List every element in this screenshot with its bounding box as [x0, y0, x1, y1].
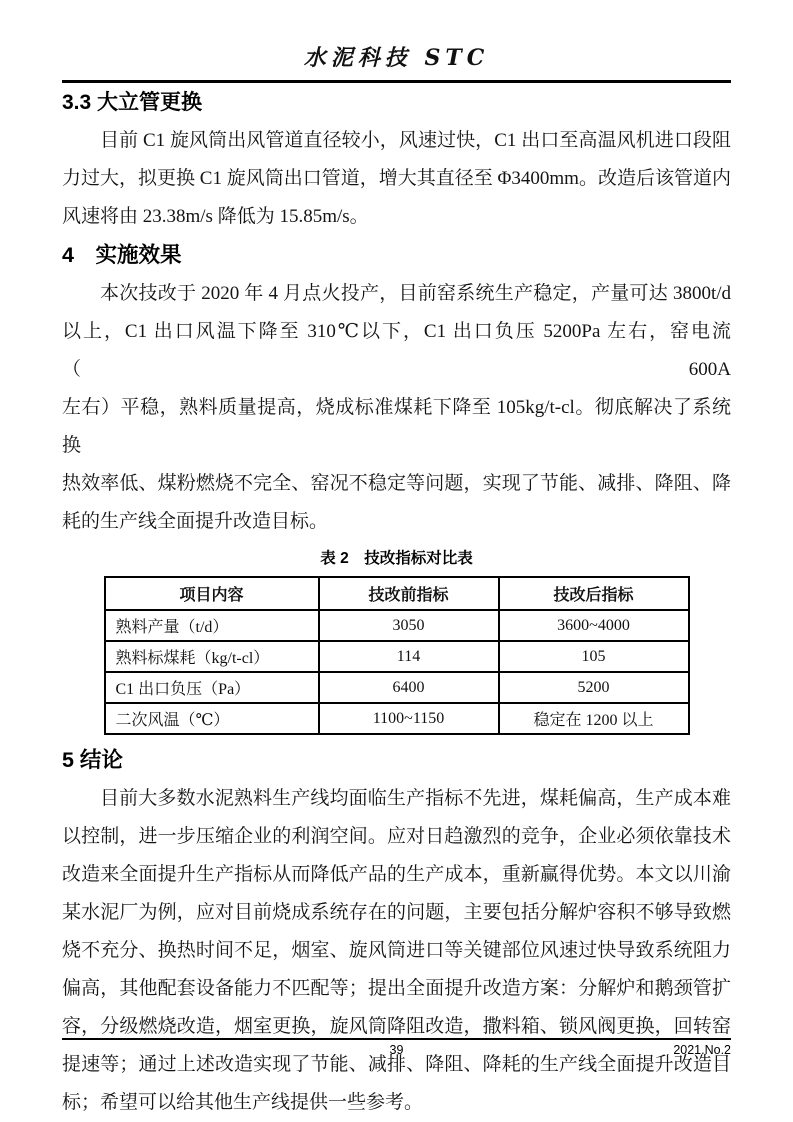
table-row: [105, 641, 689, 672]
section-3-3-heading: 3.3 大立管更换: [62, 91, 203, 114]
text-line: 容，分级燃烧改造，烟室更换，旋风筒降阻改造，撒料箱、锁风阀更换，回转窑: [62, 1016, 731, 1037]
journal-title: 水泥科技 STC: [303, 45, 490, 71]
footer: [62, 1038, 731, 1057]
text-line: 目前 C1 旋风筒出风管道直径较小，风速过快，C1 出口至高温风机进口段阻: [100, 130, 731, 151]
table-caption: 表 2 技改指标对比表: [320, 550, 473, 567]
section-5-paragraph: [62, 780, 731, 1122]
header-rule: [62, 80, 731, 83]
table-cell: 1100~1150: [319, 703, 499, 734]
table-row: [105, 610, 689, 641]
comparison-table: [104, 576, 690, 735]
table-row: [105, 672, 689, 703]
journal-header: [62, 44, 731, 72]
table-row: [105, 703, 689, 734]
table-cell: C1 出口负压（Pa）: [105, 672, 319, 703]
table-cell: 熟料产量（t/d）: [105, 610, 319, 641]
issue-number: 2021.No.2: [673, 1043, 731, 1057]
page-number: 39: [389, 1043, 404, 1057]
table-cell: 114: [319, 641, 499, 672]
text-line: 偏高，其他配套设备能力不匹配等；提出全面提升改造方案：分解炉和鹅颈管扩: [62, 978, 731, 999]
section-4-paragraph: [62, 275, 731, 541]
table-cell: 105: [499, 641, 689, 672]
text-line: 耗的生产线全面提升改造目标。: [62, 511, 329, 532]
table-cell: 二次风温（℃）: [105, 703, 319, 734]
section-4-heading: 4 实施效果: [62, 243, 182, 267]
text-line: 以控制，进一步压缩企业的利润空间。应对日趋激烈的竞争，企业必须依靠技术: [62, 826, 731, 847]
table-cell: 熟料标煤耗（kg/t-cl）: [105, 641, 319, 672]
text-line: 烧不充分、换热时间不足，烟室、旋风筒进口等关键部位风速过快导致系统阻力: [62, 940, 731, 961]
section-3-3-paragraph: [62, 122, 731, 236]
table-header-cell: 技改后指标: [499, 577, 689, 610]
text-line: 改造来全面提升生产指标从而降低产品的生产成本，重新赢得优势。本文以川渝: [62, 864, 731, 885]
table-cell: 6400: [319, 672, 499, 703]
text-line: 提速等；通过上述改造实现了节能、减排、降阻、降耗的生产线全面提升改造目: [62, 1054, 731, 1075]
table-header-row: [105, 577, 689, 610]
text-line: 标；希望可以给其他生产线提供一些参考。: [62, 1092, 424, 1113]
text-line: 风速将由 23.38m/s 降低为 15.85m/s。: [62, 206, 369, 227]
text-line: 力过大，拟更换 C1 旋风筒出口管道，增大其直径至 Φ3400mm。改造后该管道内: [62, 168, 731, 189]
table-header-cell: 技改前指标: [319, 577, 499, 610]
table-cell: 3600~4000: [499, 610, 689, 641]
table-cell: 稳定在 1200 以上: [499, 703, 689, 734]
text-line: 某水泥厂为例，应对目前烧成系统存在的问题，主要包括分解炉容积不够导致燃: [62, 902, 731, 923]
section-5-heading: 5 结论: [62, 748, 123, 772]
table-cell: 3050: [319, 610, 499, 641]
text-line: 本次技改于 2020 年 4 月点火投产，目前窑系统生产稳定，产量可达 3800t/d: [100, 283, 731, 304]
table-cell: 5200: [499, 672, 689, 703]
text-line: 热效率低、煤粉燃烧不完全、窑况不稳定等问题，实现了节能、减排、降阻、降: [62, 473, 731, 494]
text-line: 以上，C1 出口风温下降至 310℃以下，C1 出口负压 5200Pa 左右，窑电流（600A: [62, 321, 731, 380]
page-content: [62, 0, 731, 1122]
text-line: 目前大多数水泥熟料生产线均面临生产指标不先进，煤耗偏高，生产成本难: [100, 788, 731, 809]
table-header-cell: 项目内容: [105, 577, 319, 610]
text-line: 左右）平稳，熟料质量提高，烧成标准煤耗下降至 105kg/t-cl。彻底解决了系统换: [62, 397, 731, 456]
